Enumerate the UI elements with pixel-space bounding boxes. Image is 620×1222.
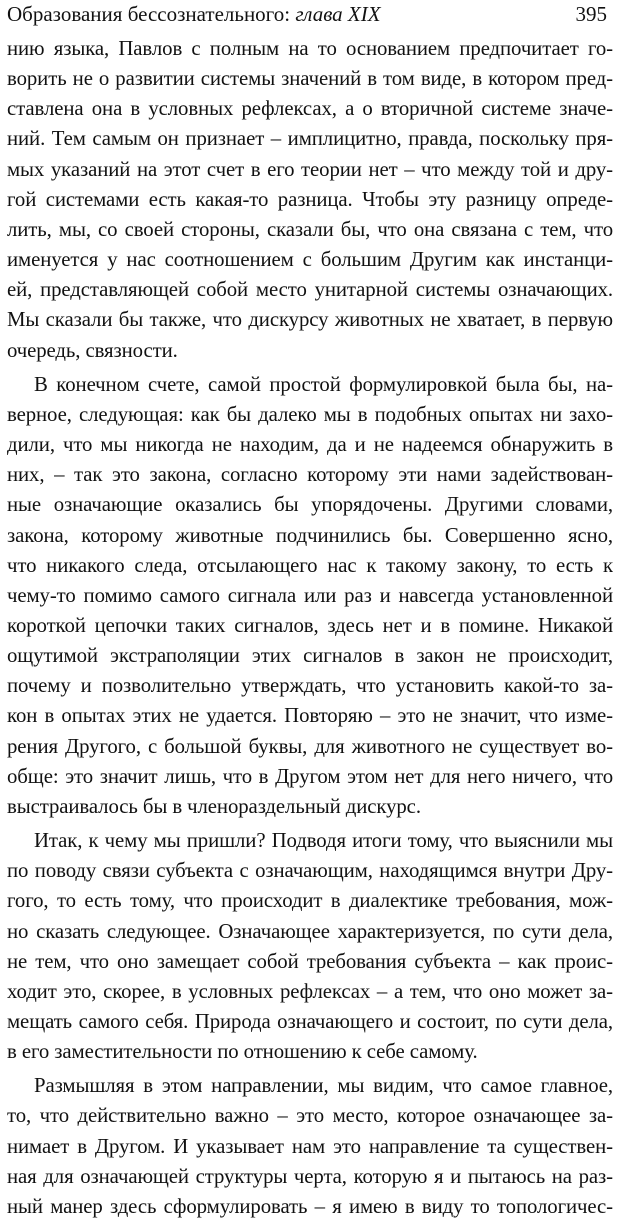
paragraph xyxy=(7,34,613,366)
text-line: ей, представляющей собой место унитарной системы означающих. xyxy=(7,278,613,302)
text-line: Итак, к чему мы пришли? Подводя итоги тому, что выяснили мы xyxy=(34,829,613,853)
text-line: гой системами есть какая-то разница. Чтобы эту разницу опреде- xyxy=(7,187,613,211)
text-line: почему и позволительно утверждать, что установить какой-то за- xyxy=(7,674,613,698)
text-line: ходит это, скорее, в условных рефлексах – а тем, что оно может за- xyxy=(7,979,613,1003)
text-line: дили, что мы никогда не находим, да и не надеемся обнаружить в xyxy=(7,433,613,457)
text-line: мещать самого себя. Природа означающего и состоит, по сути дела, xyxy=(7,1010,613,1033)
paragraph xyxy=(7,826,613,1067)
text-line: Мы сказали бы также, что дискурсу животных не хватает, в первую xyxy=(7,308,613,332)
text-line: что никакого следа, отсылающего нас к такому закону, то есть к xyxy=(7,553,613,577)
text-line: нимает в Другом. И указывает нам это направление та существен- xyxy=(7,1134,613,1158)
page-number: 395 xyxy=(575,2,607,26)
text-line: ные означающие оказались бы упорядочены. Другими словами, xyxy=(7,493,613,517)
chapter-label: глава XIX xyxy=(295,2,381,26)
text-line: но сказать следующее. Означающее характеризуется, по сути дела, xyxy=(7,919,613,943)
text-line: ний. Тем самым он признает – имплицитно, правда, поскольку пря- xyxy=(7,127,613,151)
running-header xyxy=(7,0,613,34)
text-line: верное, следующая: как бы далеко мы в подобных опытах ни захо- xyxy=(7,402,613,426)
text-line: кон в опытах этих не удается. Повторяю – это не значит, что изме- xyxy=(7,704,613,728)
text-line: ставлена она в условных рефлексах, а о вторичной системе значе- xyxy=(7,97,613,121)
page-body xyxy=(7,34,613,1222)
text-line: гого, то есть тому, что происходит в диалектике требования, мож- xyxy=(7,889,613,913)
text-line: ный манер здесь сформулировать – я имею в виду то топологичес- xyxy=(7,1194,613,1218)
text-line: В конечном счете, самой простой формулировкой была бы, на- xyxy=(34,372,613,396)
running-title: Образования бессознательного: xyxy=(7,2,296,26)
text-line: нию языка, Павлов с полным на то основанием предпочитает го- xyxy=(7,37,613,60)
text-line: ворить не о развитии системы значений в том виде, в котором пред- xyxy=(7,67,613,91)
paragraph xyxy=(7,1071,613,1222)
text-line: то, что действительно важно – это место, которое означающее за- xyxy=(7,1104,613,1128)
text-line: очередь, связности. xyxy=(7,338,178,362)
text-line: по поводу связи субъекта с означающим, находящимся внутри Дру- xyxy=(7,859,613,883)
text-line: закона, которому животные подчинились бы. Совершенно ясно, xyxy=(7,523,613,547)
text-line: них, – так это закона, согласно которому эти нами задействован- xyxy=(7,463,613,487)
text-line: чему-то помимо самого сигнала или раз и навсегда установленной xyxy=(7,583,613,607)
text-line: обще: это значит лишь, что в Другом этом нет для него ничего, что xyxy=(7,764,613,788)
text-line: рения Другого, с большой буквы, для животного не существует во- xyxy=(7,734,613,758)
text-line: именуется у нас соотношением с большим Другим как инстанци- xyxy=(7,248,613,272)
text-line: Размышляя в этом направлении, мы видим, что самое главное, xyxy=(34,1074,613,1098)
text-line: мых указаний на этот счет в его теории нет – что между той и дру- xyxy=(7,157,613,181)
text-line: в его заместительности по отношению к себе самому. xyxy=(7,1040,478,1064)
paragraph xyxy=(7,370,613,822)
text-line: лить, мы, со своей стороны, сказали бы, что она связана с тем, что xyxy=(7,217,613,241)
text-line: ощутимой экстраполяции этих сигналов в закон не происходит, xyxy=(7,644,613,668)
text-line: короткой цепочки таких сигналов, здесь нет и в помине. Никакой xyxy=(7,613,613,637)
text-line: не тем, что оно замещает собой требования субъекта – как проис- xyxy=(7,949,613,973)
text-line: ная для означающей структуры черта, которую я и пытаюсь на раз- xyxy=(7,1164,613,1188)
text-line: выстраивалось бы в членораздельный дискурс. xyxy=(7,794,421,818)
